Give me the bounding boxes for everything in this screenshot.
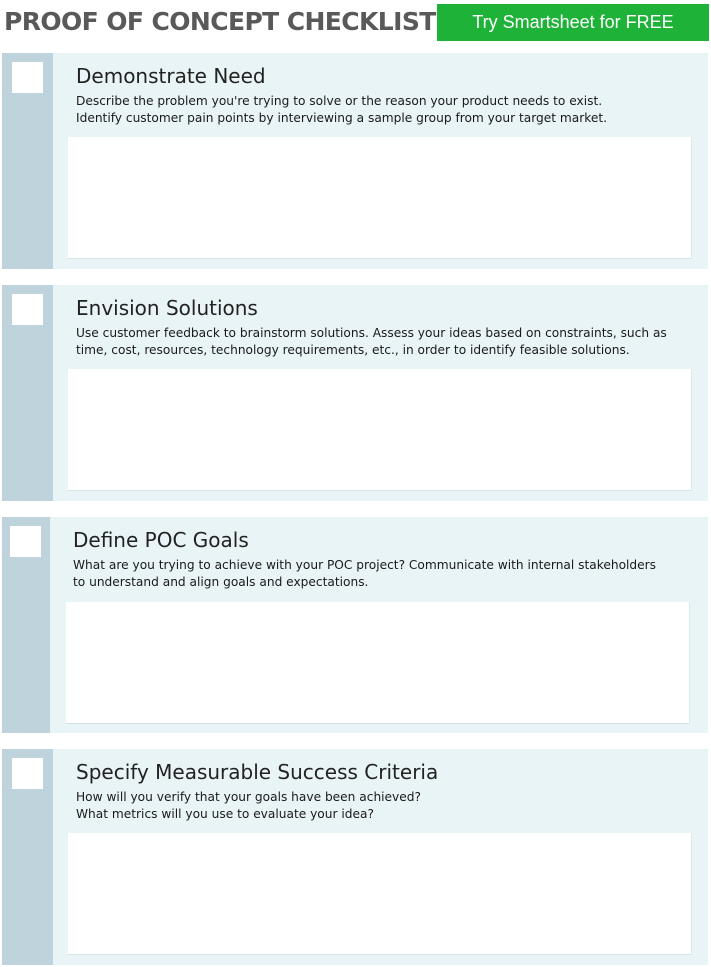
section-description-line: How will you verify that your goals have been achieved?: [76, 790, 421, 804]
section-description-line: Identify customer pain points by interviewing a sample group from your target market.: [76, 110, 608, 125]
checkbox-envision-solutions[interactable]: [12, 294, 43, 325]
checkbox-define-poc-goals[interactable]: [10, 526, 41, 557]
section-description: [76, 325, 688, 358]
checklist-section-success-criteria: [2, 749, 708, 965]
try-smartsheet-button[interactable]: Try Smartsheet for FREE: [437, 4, 709, 41]
checkbox-success-criteria[interactable]: [12, 758, 43, 789]
notes-input-success-criteria[interactable]: [68, 833, 692, 955]
section-description-line: to understand and align goals and expectations.: [73, 574, 369, 589]
notes-input-demonstrate-need[interactable]: [68, 137, 692, 259]
section-heading: Envision Solutions: [76, 296, 258, 320]
section-description: [73, 557, 685, 590]
notes-input-define-poc-goals[interactable]: [66, 602, 690, 724]
section-description: [76, 789, 688, 822]
section-description-line: Use customer feedback to brainstorm solutions. Assess your ideas based on constraints, such as: [76, 326, 667, 340]
checkbox-demonstrate-need[interactable]: [12, 62, 43, 93]
page-title: PROOF OF CONCEPT CHECKLIST: [4, 7, 436, 36]
section-description-line: What are you trying to achieve with your POC project? Communicate with internal stakeholders: [73, 558, 657, 572]
section-heading: Specify Measurable Success Criteria: [76, 760, 439, 784]
notes-input-envision-solutions[interactable]: [68, 369, 692, 491]
checklist-section-demonstrate-need: [2, 53, 708, 269]
section-heading: Define POC Goals: [73, 528, 249, 552]
checklist-section-define-poc-goals: [2, 517, 708, 733]
section-description-line: What metrics will you use to evaluate your idea?: [76, 806, 374, 821]
section-description: [76, 93, 688, 126]
checklist-section-envision-solutions: [2, 285, 708, 501]
section-heading: Demonstrate Need: [76, 64, 266, 88]
section-description-line: time, cost, resources, technology requirements, etc., in order to identify feasible solutions.: [76, 342, 630, 357]
section-description-line: Describe the problem you're trying to solve or the reason your product needs to exist.: [76, 94, 603, 108]
